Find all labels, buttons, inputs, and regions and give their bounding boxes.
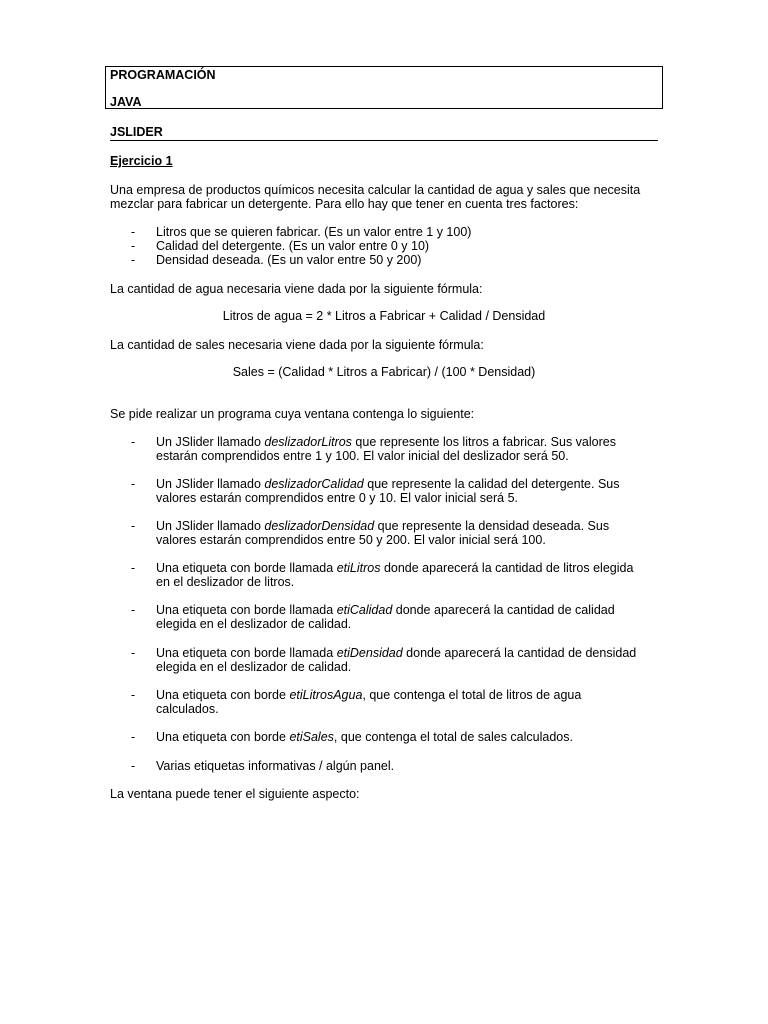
requirement-pre: Una etiqueta con borde llamada xyxy=(156,646,337,660)
bullet-dash: - xyxy=(131,730,136,744)
exercise-title: Ejercicio 1 xyxy=(110,154,173,168)
requirement-line2: en el deslizador de litros. xyxy=(156,575,295,589)
requirement-text xyxy=(156,519,658,547)
bullet-dash: - xyxy=(131,688,136,702)
language-title: JAVA xyxy=(110,95,142,109)
requirement-text xyxy=(156,646,658,674)
salts-formula: Sales = (Calidad * Litros a Fabricar) / (100 * Densidad) xyxy=(232,365,536,379)
header-box xyxy=(105,66,663,109)
section-title: JSLIDER xyxy=(110,125,658,141)
bullet-dash: - xyxy=(131,239,136,253)
requirement-text xyxy=(156,435,658,463)
bullet-dash: - xyxy=(131,225,136,239)
requirement-text xyxy=(156,603,658,631)
requirement-text xyxy=(156,561,658,589)
component-name: deslizadorDensidad xyxy=(264,519,375,533)
requirement-pre: Un JSlider llamado xyxy=(156,519,265,533)
requirement-post: que represente la densidad deseada. Sus xyxy=(374,519,610,533)
requirement-post: , que contenga el total de litros de agua xyxy=(362,688,582,702)
bullet-dash: - xyxy=(131,477,136,491)
component-name: etiSales xyxy=(289,730,334,744)
water-intro: La cantidad de agua necesaria viene dada por la siguiente fórmula: xyxy=(110,282,483,296)
intro-paragraph xyxy=(110,183,658,211)
bullet-dash: - xyxy=(131,646,136,660)
bullet-dash: - xyxy=(131,435,136,449)
request-text: Se pide realizar un programa cuya ventana contenga lo siguiente: xyxy=(110,407,475,421)
requirement-text xyxy=(156,688,658,716)
closing-text: La ventana puede tener el siguiente aspecto: xyxy=(110,787,360,801)
requirement-pre: Una etiqueta con borde llamada xyxy=(156,603,337,617)
water-formula: Litros de agua = 2 * Litros a Fabricar + Calidad / Densidad xyxy=(222,309,546,323)
component-name: etiLitros xyxy=(336,561,381,575)
component-name: deslizadorLitros xyxy=(264,435,352,449)
intro-line: Una empresa de productos químicos necesita calcular la cantidad de agua y sales que necesita xyxy=(110,183,641,197)
requirement-pre: Una etiqueta con borde xyxy=(156,730,290,744)
requirement-line2: valores estarán comprendidos entre 0 y 10. El valor inicial será 5. xyxy=(156,491,518,505)
requirement-post: donde aparecerá la cantidad de litros elegida xyxy=(380,561,634,575)
intro-line: mezclar para fabricar un detergente. Para ello hay que tener en cuenta tres factores: xyxy=(110,197,579,211)
bullet-dash: - xyxy=(131,253,136,267)
bullet-dash: - xyxy=(131,519,136,533)
component-name: etiLitrosAgua xyxy=(289,688,363,702)
requirement-pre: Un JSlider llamado xyxy=(156,435,265,449)
requirement-pre: Un JSlider llamado xyxy=(156,477,265,491)
bullet-dash: - xyxy=(131,561,136,575)
requirement-line2: elegida en el deslizador de calidad. xyxy=(156,660,352,674)
requirement-line2: estarán comprendidos entre 1 y 100. El valor inicial del deslizador será 50. xyxy=(156,449,569,463)
factor-text: Densidad deseada. (Es un valor entre 50 y 200) xyxy=(156,253,422,267)
requirement-line2: elegida en el deslizador de calidad. xyxy=(156,617,352,631)
requirement-pre: Una etiqueta con borde llamada xyxy=(156,561,337,575)
component-name: deslizadorCalidad xyxy=(264,477,364,491)
requirement-post: , que contenga el total de sales calculados. xyxy=(333,730,573,744)
factor-text: Litros que se quieren fabricar. (Es un valor entre 1 y 100) xyxy=(156,225,472,239)
bullet-dash: - xyxy=(131,603,136,617)
requirement-post: donde aparecerá la cantidad de densidad xyxy=(402,646,637,660)
factor-text: Calidad del detergente. (Es un valor entre 0 y 10) xyxy=(156,239,430,253)
component-name: etiDensidad xyxy=(336,646,403,660)
requirement-line2: calculados. xyxy=(156,702,219,716)
bullet-dash: - xyxy=(131,759,136,773)
salts-intro: La cantidad de sales necesaria viene dada por la siguiente fórmula: xyxy=(110,338,484,352)
requirement-post: que represente los litros a fabricar. Sus valores xyxy=(351,435,616,449)
requirement-line2: valores estarán comprendidos entre 50 y 200. El valor inicial será 100. xyxy=(156,533,546,547)
requirement-text xyxy=(156,759,658,773)
component-name: etiCalidad xyxy=(336,603,393,617)
requirement-post: que represente la calidad del detergente. Sus xyxy=(363,477,620,491)
requirement-pre: Varias etiquetas informativas / algún panel. xyxy=(156,759,395,773)
requirement-text xyxy=(156,730,658,744)
requirement-text xyxy=(156,477,658,505)
requirement-pre: Una etiqueta con borde xyxy=(156,688,290,702)
requirement-post: donde aparecerá la cantidad de calidad xyxy=(392,603,615,617)
subject-title: PROGRAMACIÓN xyxy=(110,68,216,82)
